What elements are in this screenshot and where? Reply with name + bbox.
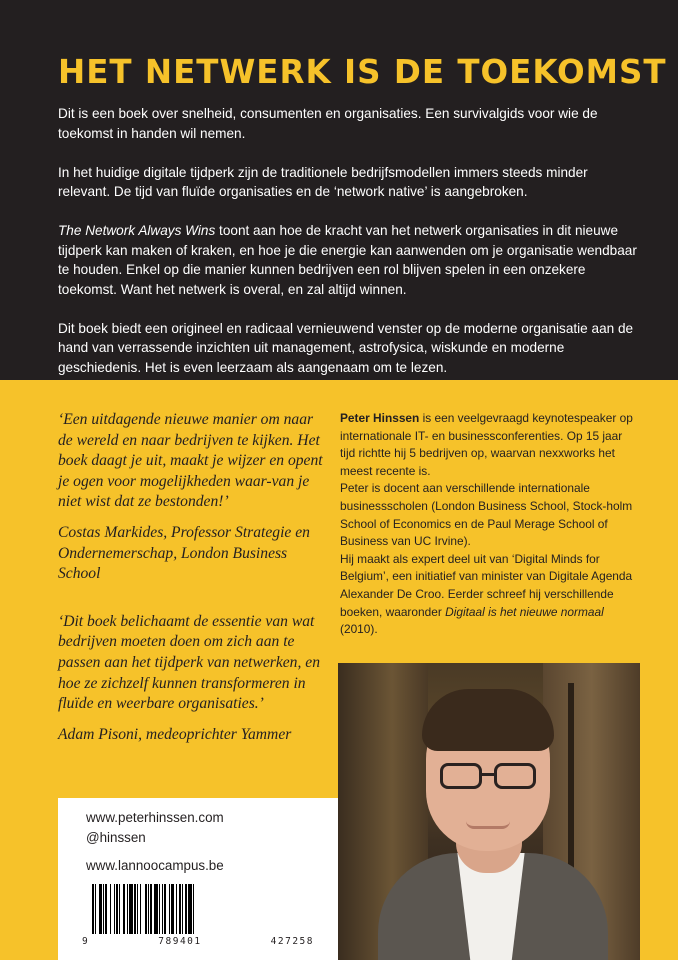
quote-1 bbox=[58, 410, 330, 585]
bio-book-title: Digitaal is het nieuwe normaal bbox=[445, 604, 604, 619]
barcode-digits-right: 427258 bbox=[270, 936, 314, 947]
links-list bbox=[86, 808, 224, 876]
page-title: HET NETWERK IS DE TOEKOMST bbox=[58, 53, 667, 91]
quote-author: Adam Pisoni, medeoprichter Yammer bbox=[58, 725, 292, 743]
intro-paragraph-2: In het huidige digitale tijdperk zijn de traditionele bedrijfsmodellen immers steeds minder relevant. De tijd van fluïde organisaties en de ‘network native’ is aangebroken. bbox=[58, 164, 588, 199]
links-box bbox=[58, 798, 338, 960]
intro-paragraph-3-text: toont aan hoe de kracht van het netwerk organisaties in dit nieuwe tijdperk kan maken of kraken, en hoe je die energie kan aanwenden om je organisatie wendbaar te houden. Enkel op die manier kunnen bedrijven een rol blijven spelen in een onzekere toekomst. Want het netwerk is overal, en zal altijd winnen. bbox=[58, 223, 637, 297]
quote-text: ‘Dit boek belichaamt de essentie van wat bedrijven moeten doen om zich aan te passen aan het tijdperk van netwerken, en hoe ze zichzelf kunnen transformeren in fluïde en weerbare organisaties.’ bbox=[58, 612, 320, 713]
author-name: Peter Hinssen bbox=[340, 411, 420, 425]
quote-text: ‘Een uitdagende nieuwe manier om naar de wereld en naar bedrijven te kijken. Het boek daagt je uit, maakt je wijzer en opent je ogen voor mogelijkheden waar-van je niet wist dat ze bestonden!’ bbox=[58, 411, 323, 511]
quote-2 bbox=[58, 612, 330, 746]
barcode-digit-prefix: 9 bbox=[82, 936, 90, 947]
quotes-column bbox=[58, 410, 330, 745]
twitter-handle[interactable]: @hinssen bbox=[86, 830, 146, 845]
intro-paragraph-4: Dit boek biedt een origineel en radicaal vernieuwend venster op de moderne organisatie aan de hand van verrassende inzichten uit management, astrofysica, wiskunde en moderne geschiedenis. Het is even leerzaam als aangenaam om te lezen. bbox=[58, 320, 634, 375]
bio-text-3: Hij maakt als expert deel uit van ‘Digital Minds for Belgium’, een initiatief van minister van Digitale Agenda Alexander De Croo. Eerder schreef hij verschillende boeken, waaronder bbox=[340, 551, 633, 619]
author-photo bbox=[338, 663, 640, 960]
website-link[interactable]: www.peterhinssen.com bbox=[86, 810, 224, 825]
bio-text-3-end: (2010). bbox=[340, 622, 378, 637]
book-title-italic: The Network Always Wins bbox=[58, 223, 216, 238]
dark-header-panel bbox=[0, 0, 678, 380]
intro-paragraph-1: Dit is een boek over snelheid, consumenten en organisaties. Een survivalgids voor wie de toekomst in handen wil nemen. bbox=[58, 106, 598, 141]
intro-text bbox=[58, 104, 640, 397]
quote-author: Costas Markides, Professor Strategie en Ondernemerschap, London Business School bbox=[58, 523, 310, 583]
barcode-digits-left: 789401 bbox=[158, 936, 202, 947]
bio-text-1: is een veelgevraagd keynotespeaker op internationale IT- en businessconferenties. Op 15 jaar tijd richtte hij 5 bedrijven op, waarvan nexxworks het meest recente is. bbox=[340, 411, 633, 478]
barcode-number bbox=[82, 936, 314, 947]
publisher-link[interactable]: www.lannoocampus.be bbox=[86, 858, 224, 873]
intro-paragraph-3 bbox=[58, 221, 640, 299]
bio-text-2: Peter is docent aan verschillende internationale businessscholen (London Business School, Stock-holm School of Economics en de Paul Merage School of Business van UC Irvine). bbox=[340, 481, 633, 549]
author-bio bbox=[340, 410, 640, 639]
isbn-barcode bbox=[92, 884, 304, 934]
